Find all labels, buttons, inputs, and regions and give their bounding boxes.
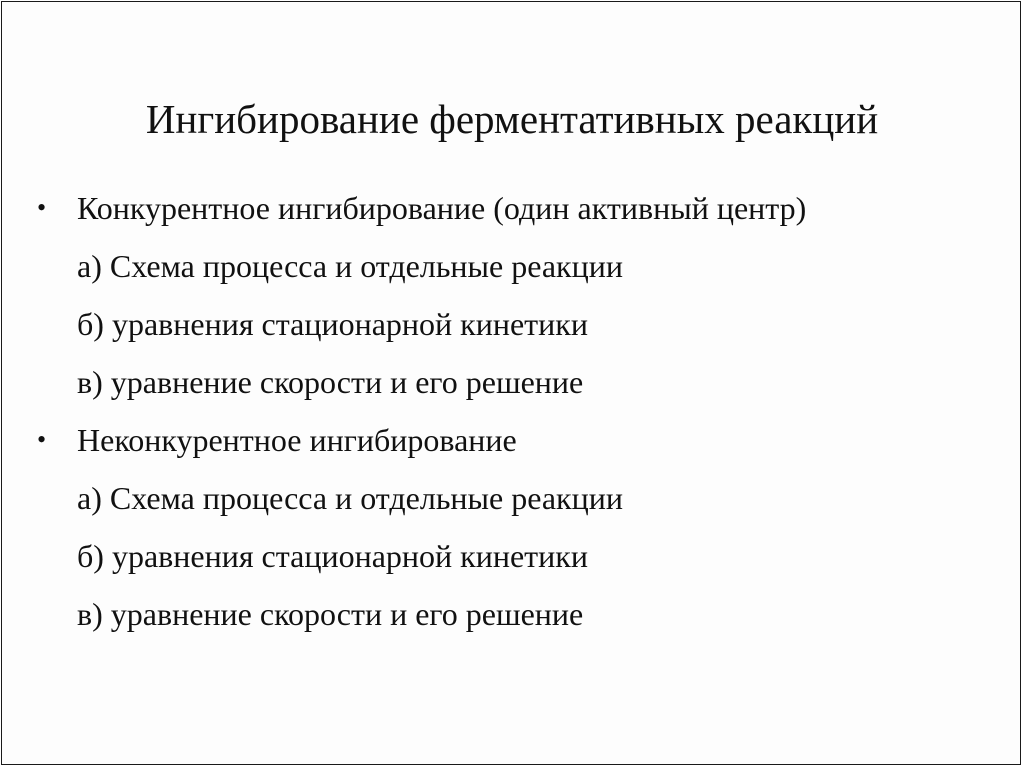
sub-item xyxy=(32,469,1012,527)
section-heading-text: Неконкурентное ингибирование xyxy=(77,422,517,458)
sub-item-text: в) уравнение скорости и его решение xyxy=(77,364,584,400)
sub-item xyxy=(32,585,1012,643)
section-heading-noncompetitive xyxy=(32,411,1012,469)
sub-item xyxy=(32,353,1012,411)
sub-item-text: б) уравнения стационарной кинетики xyxy=(77,538,588,574)
section-heading-text: Конкурентное ингибирование (один активный центр) xyxy=(77,190,807,226)
sub-item-text: а) Схема процесса и отдельные реакции xyxy=(77,480,623,516)
sub-item xyxy=(32,527,1012,585)
sub-item-text: в) уравнение скорости и его решение xyxy=(77,596,584,632)
sub-item-text: а) Схема процесса и отдельные реакции xyxy=(77,248,623,284)
bullet-list xyxy=(32,179,1012,643)
slide xyxy=(1,1,1021,765)
sub-item xyxy=(32,237,1012,295)
sub-item-text: б) уравнения стационарной кинетики xyxy=(77,306,588,342)
sub-item xyxy=(32,295,1012,353)
bullet-icon: • xyxy=(37,425,47,454)
bullet-icon: • xyxy=(37,193,47,222)
slide-title: Ингибирование ферментативных реакций xyxy=(145,96,879,142)
section-heading-competitive xyxy=(32,179,1012,237)
